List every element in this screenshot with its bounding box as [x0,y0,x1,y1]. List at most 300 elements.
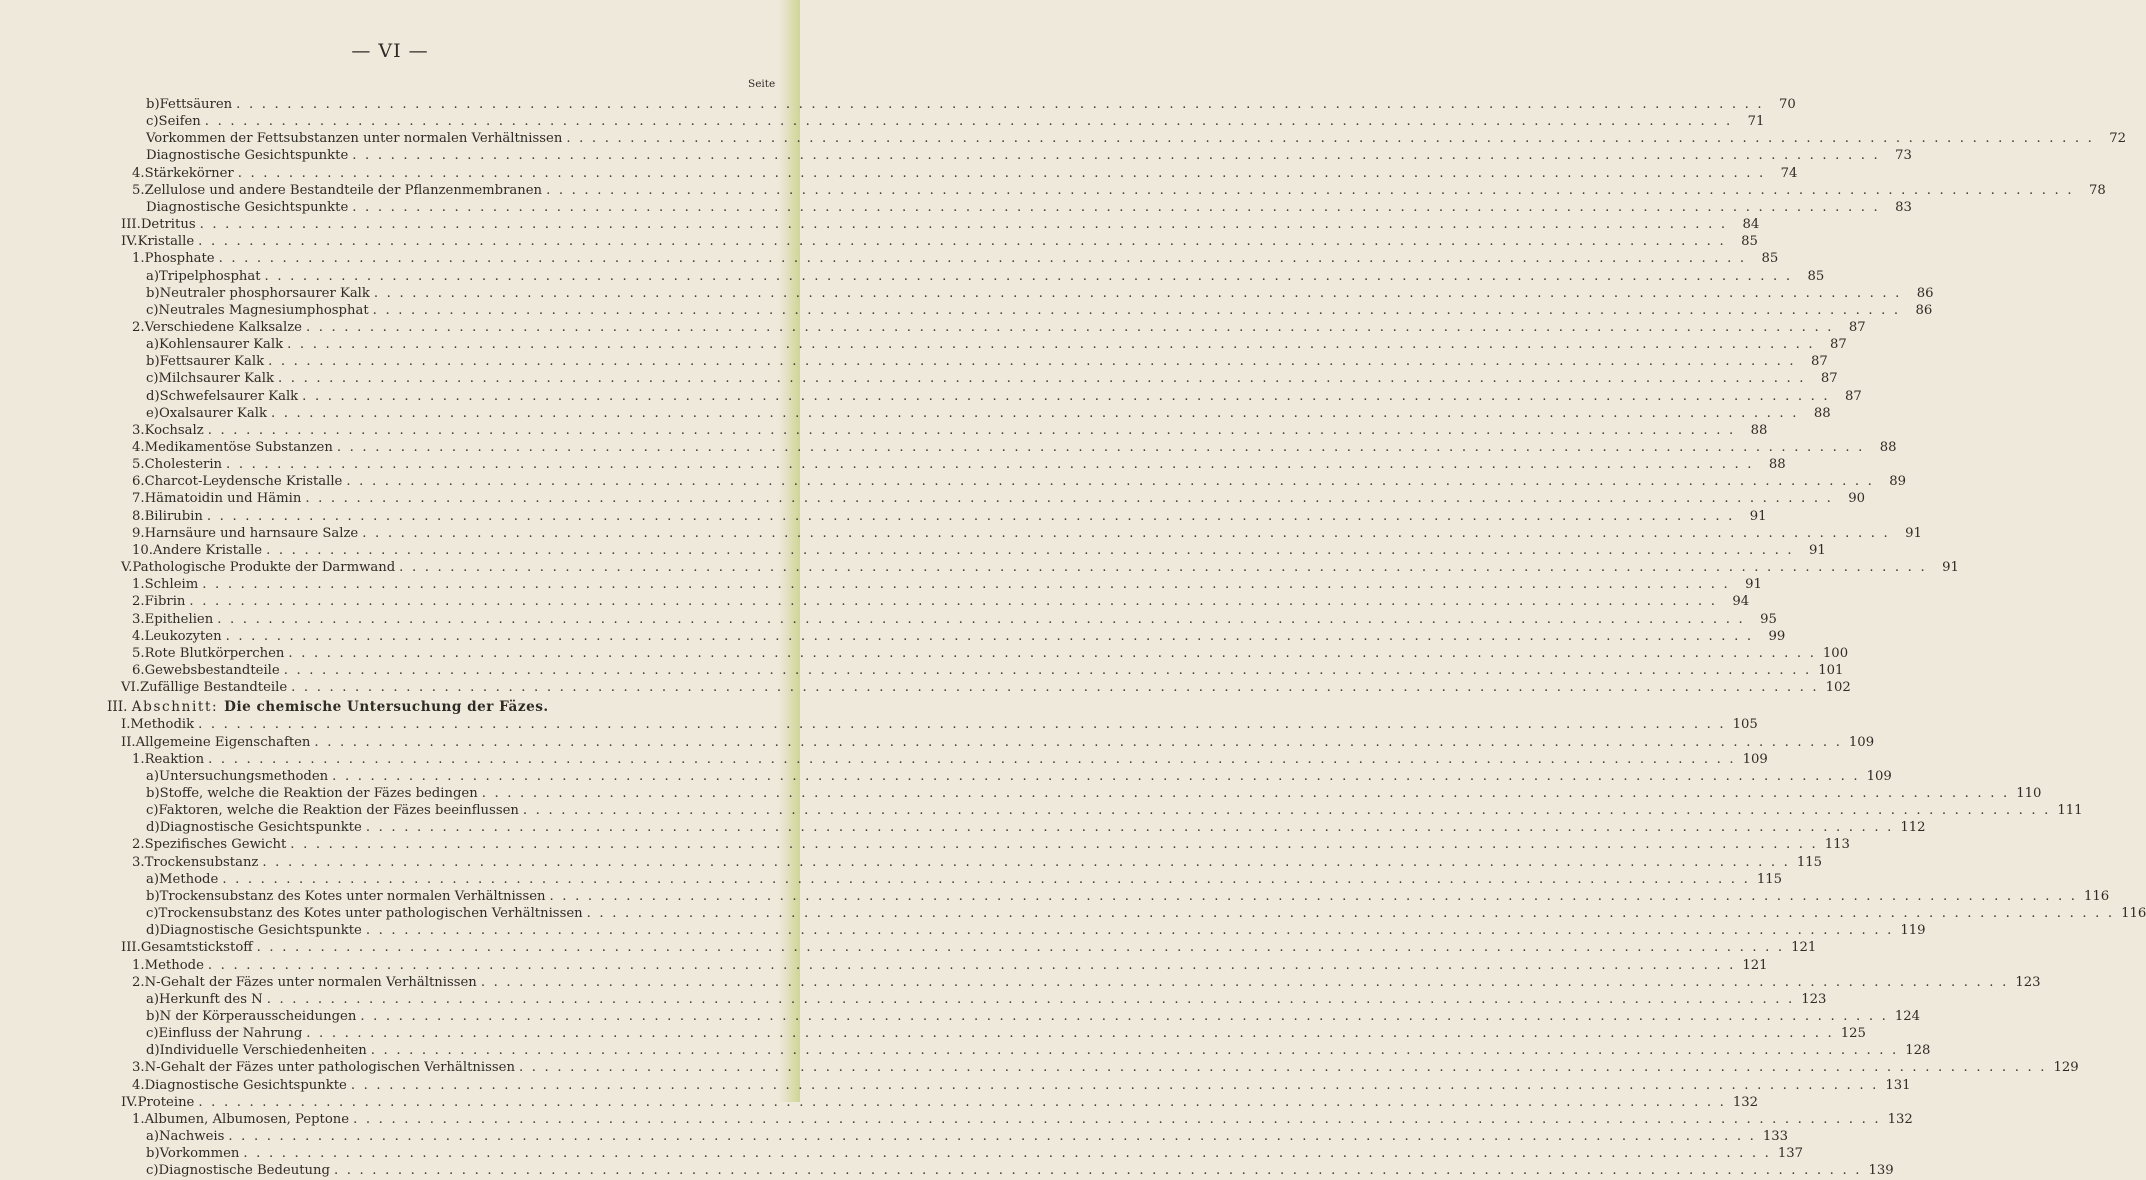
toc-entry-title: Diagnostische Gesichtspunkte [146,148,349,164]
toc-entry-title: Detritus [140,217,196,233]
toc-entry-number: d) [146,388,160,404]
toc-entry-page: 115 [1796,854,1823,870]
toc-entry-title: Proteine [137,1094,195,1110]
dot-leader: . . . . . . . . . . . . . . . . . . . . . . . . . . . . . . . . . . . . . . . . . . . . . . . . . . . . . . . . . . . . . . . . . . . . . . . . . . . . . . . . . . . . . . . . . . . . . . . . . . . . . . . . . . . . . . . . . . . . . . . . [237,165,1766,181]
toc-entry-page: 84 [1742,217,1760,233]
dot-leader: . . . . . . . . . . . . . . . . . . . . . . . . . . . . . . . . . . . . . . . . . . . . . . . . . . . . . . . . . . . . . . . . . . . . . . . . . . . . . . . . . . . . . . . . . . . . . . . . . . . . . . . . . . . . . . . . . . . . . . . . [266,542,1794,558]
toc-entry [132,645,1849,663]
toc-entry-title: Diagnostische Gesichtspunkte [159,923,362,939]
toc-entry-number: 5. [132,182,145,198]
dot-leader: . . . . . . . . . . . . . . . . . . . . . . . . . . . . . . . . . . . . . . . . . . . . . . . . . . . . . . . . . . . . . . . . . . . . . . . . . . . . . . . . . . . . . . . . . . . . . . . . . . . . . . . . . . . . . . . . . . . . . . . . [290,837,1818,853]
toc-entry-page: 89 [1889,474,1907,490]
dot-leader: . . . . . . . . . . . . . . . . . . . . . . . . . . . . . . . . . . . . . . . . . . . . . . . . . . . . . . . . . . . . . . . . . . . . . . . . . . . . . . . . . . . . . . . . . . . . . . . . . . . . . . . . . . . . . . . . . . . . . . . . [365,923,1894,939]
toc-entry-page: 113 [1824,837,1850,853]
toc-entry-number: 1. [132,957,145,973]
toc-entry-title: Verschiedene Kalksalze [144,319,302,335]
toc-entry-title: Phosphate [144,251,215,267]
toc-entry-number: 3. [132,1060,145,1076]
dot-leader: . . . . . . . . . . . . . . . . . . . . . . . . . . . . . . . . . . . . . . . . . . . . . . . . . . . . . . . . . . . . . . . . . . . . . . . . . . . . . . . . . . . . . . . . . . . . . . . . . . . . . . . . . . . . . . . . . . . . . . . . [202,577,1730,593]
toc-entry-title: Einfluss der Nahrung [158,1026,303,1042]
dot-leader: . . . . . . . . . . . . . . . . . . . . . . . . . . . . . . . . . . . . . . . . . . . . . . . . . . . . . . . . . . . . . . . . . . . . . . . . . . . . . . . . . . . . . . . . . . . . . . . . . . . . . . . . . . . . . . . . . . . . . . . . [268,354,1796,370]
toc-entry-page: 112 [1900,820,1926,836]
toc-entry [146,991,1827,1009]
toc-entry-page: 88 [1879,440,1897,455]
toc-entry [146,370,1838,388]
toc-entry-number: 3. [132,611,145,627]
toc-entry-title: Epithelien [144,611,214,627]
toc-entry [132,628,1786,646]
toc-entry-number: b) [146,1146,160,1162]
toc-entry-title: Neutraler phosphorsaurer Kalk [159,285,370,301]
toc-entry [146,130,2127,148]
dot-leader: . . . . . . . . . . . . . . . . . . . . . . . . . . . . . . . . . . . . . . . . . . . . . . . . . . . . . . . . . . . . . . . . . . . . . . . . . . . . . . . . . . . . . . . . . . . . . . . . . . . . . . . . . . . . . . . . . . . . . . . . [373,285,1902,301]
toc-entry-title: Harnsäure und harnsaure Salze [144,525,359,541]
toc-entry-number: IV. [121,1094,138,1110]
dot-leader: . . . . . . . . . . . . . . . . . . . . . . . . . . . . . . . . . . . . . . . . . . . . . . . . . . . . . . . . . . . . . . . . . . . . . . . . . . . . . . . . . . . . . . . . . . . . . . . . . . . . . . . . . . . . . . . . . . . . . . . . [566,131,2095,147]
toc-entry-page: 101 [1818,662,1844,678]
toc-entry [146,302,1933,320]
toc-entry-title: Herkunft des N [159,991,263,1007]
toc-entry-title: Faktoren, welche die Reaktion der Fäzes beeinflussen [158,803,519,819]
dot-leader: . . . . . . . . . . . . . . . . . . . . . . . . . . . . . . . . . . . . . . . . . . . . . . . . . . . . . . . . . . . . . . . . . . . . . . . . . . . . . . . . . . . . . . . . . . . . . . . . . . . . . . . . . . . . . . . . . . . . . . . . [302,388,1830,404]
toc-entry [146,336,1847,354]
toc-entry-page: 125 [1840,1026,1866,1042]
dot-leader: . . . . . . . . . . . . . . . . . . . . . . . . . . . . . . . . . . . . . . . . . . . . . . . . . . . . . . . . . . . . . . . . . . . . . . . . . . . . . . . . . . . . . . . . . . . . . . . . . . . . . . . . . . . . . . . . . . . . . . . . [283,662,1812,678]
dot-leader: . . . . . . . . . . . . . . . . . . . . . . . . . . . . . . . . . . . . . . . . . . . . . . . . . . . . . . . . . . . . . . . . . . . . . . . . . . . . . . . . . . . . . . . . . . . . . . . . . . . . . . . . . . . . . . . . . . . . . . . . [314,734,1843,750]
toc-entry-page: 91 [1942,560,1959,576]
toc-entry-page: 88 [1768,457,1786,473]
toc-entry [132,182,2106,200]
toc-entry-number: VI. [121,680,140,696]
toc-entry-page: 128 [1905,1043,1931,1059]
toc-entry [146,905,2146,923]
toc-entry-title: Zellulose und andere Bestandteile der Pflanzenmembranen [144,182,543,198]
toc-entry [146,199,1912,217]
toc-entry [132,611,1777,629]
toc-entry-title: N der Körperausscheidungen [159,1008,357,1024]
toc-entry-title: Methode [159,871,219,887]
toc-entry-page: 123 [1801,991,1827,1007]
toc-entry-number: b) [146,786,160,801]
toc-entry-number: III. [121,940,141,956]
toc-entry-title: Fettsaurer Kalk [159,354,265,370]
toc-entry-number: I. [121,717,131,733]
toc-entry [121,559,1959,577]
toc-entry-number: 6. [132,474,145,490]
toc-entry-number: a) [146,991,160,1007]
toc-entry-title: Vorkommen der Fettsubstanzen unter normalen Verhältnissen [146,131,563,147]
section-heading [107,698,549,716]
toc-entry-title: Andere Kristalle [152,542,263,558]
toc-entry-page: 109 [1742,751,1768,767]
toc-entry [132,525,1922,543]
toc-entry-number: 7. [132,491,145,507]
toc-entry-page: 94 [1732,594,1750,610]
dot-leader: . . . . . . . . . . . . . . . . . . . . . . . . . . . . . . . . . . . . . . . . . . . . . . . . . . . . . . . . . . . . . . . . . . . . . . . . . . . . . . . . . . . . . . . . . . . . . . . . . . . . . . . . . . . . . . . . . . . . . . . . [346,474,1875,490]
dot-leader: . . . . . . . . . . . . . . . . . . . . . . . . . . . . . . . . . . . . . . . . . . . . . . . . . . . . . . . . . . . . . . . . . . . . . . . . . . . . . . . . . . . . . . . . . . . . . . . . . . . . . . . . . . . . . . . . . . . . . . . . [243,1146,1772,1162]
toc-entry-number: 5. [132,457,145,473]
toc-entry-page: 121 [1742,957,1768,973]
dot-leader: . . . . . . . . . . . . . . . . . . . . . . . . . . . . . . . . . . . . . . . . . . . . . . . . . . . . . . . . . . . . . . . . . . . . . . . . . . . . . . . . . . . . . . . . . . . . . . . . . . . . . . . . . . . . . . . . . . . . . . . . [198,717,1726,733]
toc-entry-page: 74 [1780,165,1798,181]
toc-entry-page: 110 [2016,786,2042,801]
toc-entry-title: Methode [144,957,204,973]
toc-entry-number: a) [146,337,160,353]
dot-leader: . . . . . . . . . . . . . . . . . . . . . . . . . . . . . . . . . . . . . . . . . . . . . . . . . . . . . . . . . . . . . . . . . . . . . . . . . . . . . . . . . . . . . . . . . . . . . . . . . . . . . . . . . . . . . . . . . . . . . . . . [206,508,1735,524]
toc-entry [121,734,1875,752]
dot-leader: . . . . . . . . . . . . . . . . . . . . . . . . . . . . . . . . . . . . . . . . . . . . . . . . . . . . . . . . . . . . . . . . . . . . . . . . . . . . . . . . . . . . . . . . . . . . . . . . . . . . . . . . . . . . . . . . . . . . . . . . [256,940,1785,956]
toc-entry-page: 71 [1747,114,1765,130]
toc-entry-title: Trockensubstanz des Kotes unter pathologischen Verhältnissen [158,906,583,922]
section-heading-number: III. [107,699,132,716]
toc-entry [132,165,1798,183]
toc-entry-page: 87 [1845,388,1862,404]
toc-entry-title: Kochsalz [144,422,204,438]
toc-entry-page: 91 [1749,508,1767,524]
toc-entry-title: Kristalle [137,234,195,250]
toc-entry-page: 115 [1756,871,1782,887]
toc-entry-number: d) [146,820,160,836]
toc-entry [146,1042,1931,1060]
toc-entry-page: 91 [1745,577,1762,593]
toc-entry-number: c) [146,114,159,130]
toc-entry-number: II. [121,734,136,750]
toc-entry-page: 132 [1732,1094,1759,1110]
section-heading-label: Abschnitt: [131,699,225,716]
toc-entry-title: Individuelle Verschiedenheiten [159,1043,367,1059]
dot-leader: . . . . . . . . . . . . . . . . . . . . . . . . . . . . . . . . . . . . . . . . . . . . . . . . . . . . . . . . . . . . . . . . . . . . . . . . . . . . . . . . . . . . . . . . . . . . . . . . . . . . . . . . . . . . . . . . . . . . . . . . [228,1129,1757,1144]
dot-leader: . . . . . . . . . . . . . . . . . . . . . . . . . . . . . . . . . . . . . . . . . . . . . . . . . . . . . . . . . . . . . . . . . . . . . . . . . . . . . . . . . . . . . . . . . . . . . . . . . . . . . . . . . . . . . . . . . . . . . . . . [305,491,1833,507]
dot-leader: . . . . . . . . . . . . . . . . . . . . . . . . . . . . . . . . . . . . . . . . . . . . . . . . . . . . . . . . . . . . . . . . . . . . . . . . . . . . . . . . . . . . . . . . . . . . . . . . . . . . . . . . . . . . . . . . . . . . . . . . [264,268,1793,284]
toc-entry-title: Cholesterin [144,457,223,473]
toc-entry [146,785,2042,803]
toc-entry-page: 139 [1868,1163,1894,1179]
dot-leader: . . . . . . . . . . . . . . . . . . . . . . . . . . . . . . . . . . . . . . . . . . . . . . . . . . . . . . . . . . . . . . . . . . . . . . . . . . . . . . . . . . . . . . . . . . . . . . . . . . . . . . . . . . . . . . . . . . . . . . . . [333,1163,1862,1179]
toc-entry-title: Spezifisches Gewicht [144,837,287,853]
toc-entry-title: Milchsaurer Kalk [158,371,274,387]
toc-entry-page: 85 [1741,234,1758,250]
toc-entry [146,388,1862,406]
toc-entry-title: Diagnostische Gesichtspunkte [159,820,362,836]
dot-leader: . . . . . . . . . . . . . . . . . . . . . . . . . . . . . . . . . . . . . . . . . . . . . . . . . . . . . . . . . . . . . . . . . . . . . . . . . . . . . . . . . . . . . . . . . . . . . . . . . . . . . . . . . . . . . . . . . . . . . . . . [372,302,1901,318]
toc-entry-page: 119 [1900,923,1926,939]
toc-entry-number: 1. [132,577,145,593]
toc-entry-title: Allgemeine Eigenschaften [135,734,311,750]
toc-entry [132,576,1762,594]
dot-leader: . . . . . . . . . . . . . . . . . . . . . . . . . . . . . . . . . . . . . . . . . . . . . . . . . . . . . . . . . . . . . . . . . . . . . . . . . . . . . . . . . . . . . . . . . . . . . . . . . . . . . . . . . . . . . . . . . . . . . . . . [288,645,1817,661]
toc-entry-number: 1. [132,251,145,267]
toc-entry-title: Schleim [144,577,199,593]
toc-entry [132,250,1779,268]
toc-entry-page: 87 [1820,371,1838,387]
toc-entry [132,593,1750,611]
toc-entry-number: 4. [132,628,145,644]
toc-entry-page: 91 [1808,542,1826,558]
toc-entry-page: 102 [1825,680,1851,696]
toc-entry-number: c) [146,1026,159,1042]
dot-leader: . . . . . . . . . . . . . . . . . . . . . . . . . . . . . . . . . . . . . . . . . . . . . . . . . . . . . . . . . . . . . . . . . . . . . . . . . . . . . . . . . . . . . . . . . . . . . . . . . . . . . . . . . . . . . . . . . . . . . . . . [199,217,1728,233]
toc-entry [146,871,1782,889]
toc-entry [146,819,1926,837]
dot-leader: . . . . . . . . . . . . . . . . . . . . . . . . . . . . . . . . . . . . . . . . . . . . . . . . . . . . . . . . . . . . . . . . . . . . . . . . . . . . . . . . . . . . . . . . . . . . . . . . . . . . . . . . . . . . . . . . . . . . . . . . [189,594,1718,610]
toc-entry-title: Stoffe, welche die Reaktion der Fäzes bedingen [159,786,478,801]
toc-entry-number: a) [146,268,160,284]
toc-entry-title: Neutrales Magnesiumphosphat [158,302,369,318]
toc-entry-page: 121 [1791,940,1817,956]
toc-entry-number: 5. [132,645,145,661]
toc-entry [146,1025,1866,1043]
toc-entry-title: Medikamentöse Substanzen [144,440,333,455]
toc-entry-number: e) [146,405,159,421]
dot-leader: . . . . . . . . . . . . . . . . . . . . . . . . . . . . . . . . . . . . . . . . . . . . . . . . . . . . . . . . . . . . . . . . . . . . . . . . . . . . . . . . . . . . . . . . . . . . . . . . . . . . . . . . . . . . . . . . . . . . . . . . [217,611,1745,627]
dot-leader: . . . . . . . . . . . . . . . . . . . . . . . . . . . . . . . . . . . . . . . . . . . . . . . . . . . . . . . . . . . . . . . . . . . . . . . . . . . . . . . . . . . . . . . . . . . . . . . . . . . . . . . . . . . . . . . . . . . . . . . . [208,751,1736,767]
dot-leader: . . . . . . . . . . . . . . . . . . . . . . . . . . . . . . . . . . . . . . . . . . . . . . . . . . . . . . . . . . . . . . . . . . . . . . . . . . . . . . . . . . . . . . . . . . . . . . . . . . . . . . . . . . . . . . . . . . . . . . . . [350,1077,1879,1093]
toc-entry-title: Rote Blutkörperchen [144,645,285,661]
toc-entry-number: b) [146,354,160,370]
toc-entry-title: Albumen, Albumosen, Peptone [144,1111,350,1127]
dot-leader: . . . . . . . . . . . . . . . . . . . . . . . . . . . . . . . . . . . . . . . . . . . . . . . . . . . . . . . . . . . . . . . . . . . . . . . . . . . . . . . . . . . . . . . . . . . . . . . . . . . . . . . . . . . . . . . . . . . . . . . . [236,97,1764,112]
toc-entry-page: 88 [1750,422,1768,438]
dot-leader: . . . . . . . . . . . . . . . . . . . . . . . . . . . . . . . . . . . . . . . . . . . . . . . . . . . . . . . . . . . . . . . . . . . . . . . . . . . . . . . . . . . . . . . . . . . . . . . . . . . . . . . . . . . . . . . . . . . . . . . . [207,957,1736,973]
toc-entry [132,542,1826,560]
toc-entry-number: 10. [132,542,153,558]
toc-entry-number: 4. [132,1077,145,1093]
dot-leader: . . . . . . . . . . . . . . . . . . . . . . . . . . . . . . . . . . . . . . . . . . . . . . . . . . . . . . . . . . . . . . . . . . . . . . . . . . . . . . . . . . . . . . . . . . . . . . . . . . . . . . . . . . . . . . . . . . . . . . . . [198,234,1726,250]
toc-entry [146,96,1796,114]
toc-entry [132,974,2041,992]
toc-entry-page: 131 [1885,1077,1911,1093]
toc-entry-number: a) [146,871,160,887]
dot-leader: . . . . . . . . . . . . . . . . . . . . . . . . . . . . . . . . . . . . . . . . . . . . . . . . . . . . . . . . . . . . . . . . . . . . . . . . . . . . . . . . . . . . . . . . . . . . . . . . . . . . . . . . . . . . . . . . . . . . . . . . [226,457,1754,473]
toc-entry [132,836,1850,854]
toc-entry-page: 133 [1762,1129,1789,1144]
toc-entry-title: Zufällige Bestandteile [139,680,288,696]
toc-entry-number: a) [146,768,160,784]
toc-entry-title: N-Gehalt der Fäzes unter normalen Verhältnissen [144,974,477,990]
toc-entry-page: 123 [2015,974,2041,990]
toc-entry-title: N-Gehalt der Fäzes unter pathologischen Verhältnissen [144,1060,515,1076]
toc-entry-number: b) [146,888,160,904]
dot-leader: . . . . . . . . . . . . . . . . . . . . . . . . . . . . . . . . . . . . . . . . . . . . . . . . . . . . . . . . . . . . . . . . . . . . . . . . . . . . . . . . . . . . . . . . . . . . . . . . . . . . . . . . . . . . . . . . . . . . . . . . [546,182,2074,198]
toc-entry-number: 8. [132,508,145,524]
toc-entry-title: Stärkekörner [144,165,234,181]
toc-entry-title: Trockensubstanz des Kotes unter normalen Verhältnissen [159,888,546,904]
dot-leader: . . . . . . . . . . . . . . . . . . . . . . . . . . . . . . . . . . . . . . . . . . . . . . . . . . . . . . . . . . . . . . . . . . . . . . . . . . . . . . . . . . . . . . . . . . . . . . . . . . . . . . . . . . . . . . . . . . . . . . . . [352,148,1880,164]
toc-entry-number: 9. [132,525,145,541]
toc-entry-page: 116 [2121,906,2146,922]
toc-entry [146,802,2083,820]
toc-entry-title: Untersuchungsmethoden [159,768,329,784]
toc-entry-title: Fibrin [144,594,186,610]
toc-entry [146,285,1934,303]
toc-entry [121,1094,1759,1112]
toc-entry [146,768,1892,786]
toc-entry-number: d) [146,923,160,939]
dot-leader: . . . . . . . . . . . . . . . . . . . . . . . . . . . . . . . . . . . . . . . . . . . . . . . . . . . . . . . . . . . . . . . . . . . . . . . . . . . . . . . . . . . . . . . . . . . . . . . . . . . . . . . . . . . . . . . . . . . . . . . . [225,628,1754,644]
toc-entry-number: b) [146,97,160,112]
dot-leader: . . . . . . . . . . . . . . . . . . . . . . . . . . . . . . . . . . . . . . . . . . . . . . . . . . . . . . . . . . . . . . . . . . . . . . . . . . . . . . . . . . . . . . . . . . . . . . . . . . . . . . . . . . . . . . . . . . . . . . . . [198,1094,1727,1110]
dot-leader: . . . . . . . . . . . . . . . . . . . . . . . . . . . . . . . . . . . . . . . . . . . . . . . . . . . . . . . . . . . . . . . . . . . . . . . . . . . . . . . . . . . . . . . . . . . . . . . . . . . . . . . . . . . . . . . . . . . . . . . . [399,560,1927,576]
toc-entry [121,216,1760,234]
dot-leader: . . . . . . . . . . . . . . . . . . . . . . . . . . . . . . . . . . . . . . . . . . . . . . . . . . . . . . . . . . . . . . . . . . . . . . . . . . . . . . . . . . . . . . . . . . . . . . . . . . . . . . . . . . . . . . . . . . . . . . . . [270,405,1799,421]
dot-leader: . . . . . . . . . . . . . . . . . . . . . . . . . . . . . . . . . . . . . . . . . . . . . . . . . . . . . . . . . . . . . . . . . . . . . . . . . . . . . . . . . . . . . . . . . . . . . . . . . . . . . . . . . . . . . . . . . . . . . . . . [222,871,1750,887]
toc-entry-page: 70 [1779,97,1796,112]
toc-entry-page: 124 [1894,1008,1920,1024]
toc-entry-page: 83 [1895,199,1912,215]
toc-entry-number: IV. [121,234,138,250]
toc-entry [132,662,1844,680]
toc-entry-number: 4. [132,440,145,455]
toc-entry [132,1059,2079,1077]
toc-entry-title: Diagnostische Bedeutung [158,1163,330,1179]
toc-entry-number: 6. [132,662,145,678]
toc-entry [146,147,1912,165]
section-heading-title: Die chemische Untersuchung der Fäzes. [224,699,549,716]
toc-entry [132,439,1897,457]
toc-entry-page: 100 [1822,645,1849,661]
dot-leader: . . . . . . . . . . . . . . . . . . . . . . . . . . . . . . . . . . . . . . . . . . . . . . . . . . . . . . . . . . . . . . . . . . . . . . . . . . . . . . . . . . . . . . . . . . . . . . . . . . . . . . . . . . . . . . . . . . . . . . . . [204,114,1733,130]
toc-entry-title: Leukozyten [144,628,222,644]
dot-leader: . . . . . . . . . . . . . . . . . . . . . . . . . . . . . . . . . . . . . . . . . . . . . . . . . . . . . . . . . . . . . . . . . . . . . . . . . . . . . . . . . . . . . . . . . . . . . . . . . . . . . . . . . . . . . . . . . . . . . . . . [370,1043,1899,1059]
toc-entry-title: Kohlensaurer Kalk [159,337,284,353]
toc-entry-title: Trockensubstanz [144,854,259,870]
toc-entry [132,490,1865,508]
toc-entry-title: Methodik [130,717,195,733]
toc-entry-page: 85 [1807,268,1825,284]
toc-entry-title: Diagnostische Gesichtspunkte [144,1077,347,1093]
dot-leader: . . . . . . . . . . . . . . . . . . . . . . . . . . . . . . . . . . . . . . . . . . . . . . . . . . . . . . . . . . . . . . . . . . . . . . . . . . . . . . . . . . . . . . . . . . . . . . . . . . . . . . . . . . . . . . . . . . . . . . . . [278,371,1806,387]
dot-leader: . . . . . . . . . . . . . . . . . . . . . . . . . . . . . . . . . . . . . . . . . . . . . . . . . . . . . . . . . . . . . . . . . . . . . . . . . . . . . . . . . . . . . . . . . . . . . . . . . . . . . . . . . . . . . . . . . . . . . . . . [306,1026,1834,1042]
toc-entry-number: c) [146,302,159,318]
toc-entry-page: 87 [1830,337,1847,353]
toc-entry-title: Pathologische Produkte der Darmwand [132,560,396,576]
page-header: — VI — [351,40,429,62]
toc-entry-page: 88 [1813,405,1831,421]
dot-leader: . . . . . . . . . . . . . . . . . . . . . . . . . . . . . . . . . . . . . . . . . . . . . . . . . . . . . . . . . . . . . . . . . . . . . . . . . . . . . . . . . . . . . . . . . . . . . . . . . . . . . . . . . . . . . . . . . . . . . . . . [480,974,2009,990]
toc-entry-title: Schwefelsaurer Kalk [159,388,299,404]
toc-entry-page: 132 [1887,1111,1913,1127]
dot-leader: . . . . . . . . . . . . . . . . . . . . . . . . . . . . . . . . . . . . . . . . . . . . . . . . . . . . . . . . . . . . . . . . . . . . . . . . . . . . . . . . . . . . . . . . . . . . . . . . . . . . . . . . . . . . . . . . . . . . . . . . [522,803,2051,819]
toc-entry-page: 86 [1915,302,1933,318]
page-column-label: Seite [748,78,776,90]
toc-entry-title: Gesamtstickstoff [140,940,253,956]
toc-entry [121,716,1758,734]
toc-entry-title: Gewebsbestandteile [144,662,280,678]
dot-leader: . . . . . . . . . . . . . . . . . . . . . . . . . . . . . . . . . . . . . . . . . . . . . . . . . . . . . . . . . . . . . . . . . . . . . . . . . . . . . . . . . . . . . . . . . . . . . . . . . . . . . . . . . . . . . . . . . . . . . . . . [518,1060,2047,1076]
toc-entry-number: 3. [132,422,145,438]
toc-entry-number: b) [146,285,160,301]
toc-entry-page: 109 [1866,768,1892,784]
toc-entry [132,1077,1911,1095]
toc-entry-number: 2. [132,974,145,990]
dot-leader: . . . . . . . . . . . . . . . . . . . . . . . . . . . . . . . . . . . . . . . . . . . . . . . . . . . . . . . . . . . . . . . . . . . . . . . . . . . . . . . . . . . . . . . . . . . . . . . . . . . . . . . . . . . . . . . . . . . . . . . . [365,820,1894,836]
toc-entry [121,939,1817,957]
toc-entry-page: 111 [2057,803,2083,819]
toc-entry [132,456,1786,474]
toc-entry-page: 91 [1905,525,1922,541]
toc-entry [146,113,1765,131]
toc-entry-title: Bilirubin [144,508,203,524]
toc-entry-number: c) [146,803,159,819]
toc-entry-number: 1. [132,1111,145,1127]
toc-entry-page: 86 [1916,285,1934,301]
toc-entry-number: c) [146,1163,159,1179]
dot-leader: . . . . . . . . . . . . . . . . . . . . . . . . . . . . . . . . . . . . . . . . . . . . . . . . . . . . . . . . . . . . . . . . . . . . . . . . . . . . . . . . . . . . . . . . . . . . . . . . . . . . . . . . . . . . . . . . . . . . . . . . [336,440,1865,455]
toc-entry-title: Diagnostische Gesichtspunkte [146,199,349,215]
dot-leader: . . . . . . . . . . . . . . . . . . . . . . . . . . . . . . . . . . . . . . . . . . . . . . . . . . . . . . . . . . . . . . . . . . . . . . . . . . . . . . . . . . . . . . . . . . . . . . . . . . . . . . . . . . . . . . . . . . . . . . . . [481,786,2010,801]
toc-entry [132,957,1768,975]
toc-entry-number: 2. [132,319,145,335]
dot-leader: . . . . . . . . . . . . . . . . . . . . . . . . . . . . . . . . . . . . . . . . . . . . . . . . . . . . . . . . . . . . . . . . . . . . . . . . . . . . . . . . . . . . . . . . . . . . . . . . . . . . . . . . . . . . . . . . . . . . . . . . [287,337,1815,353]
toc-entry-page: 137 [1777,1146,1804,1162]
toc-entry [146,1008,1920,1026]
dot-leader: . . . . . . . . . . . . . . . . . . . . . . . . . . . . . . . . . . . . . . . . . . . . . . . . . . . . . . . . . . . . . . . . . . . . . . . . . . . . . . . . . . . . . . . . . . . . . . . . . . . . . . . . . . . . . . . . . . . . . . . . [207,422,1736,438]
toc-entry-title: Nachweis [159,1129,225,1144]
toc-entry-number: c) [146,371,159,387]
toc-entry [121,679,1851,697]
toc-entry [132,751,1768,769]
toc-entry-page: 87 [1848,319,1866,335]
toc-entry-title: Vorkommen [159,1146,240,1162]
toc-entry-page: 72 [2109,131,2127,147]
toc-entry [146,1162,1894,1180]
dot-leader: . . . . . . . . . . . . . . . . . . . . . . . . . . . . . . . . . . . . . . . . . . . . . . . . . . . . . . . . . . . . . . . . . . . . . . . . . . . . . . . . . . . . . . . . . . . . . . . . . . . . . . . . . . . . . . . . . . . . . . . . [360,1008,1888,1024]
toc-entry [132,1111,1913,1129]
dot-leader: . . . . . . . . . . . . . . . . . . . . . . . . . . . . . . . . . . . . . . . . . . . . . . . . . . . . . . . . . . . . . . . . . . . . . . . . . . . . . . . . . . . . . . . . . . . . . . . . . . . . . . . . . . . . . . . . . . . . . . . . [266,991,1795,1007]
dot-leader: . . . . . . . . . . . . . . . . . . . . . . . . . . . . . . . . . . . . . . . . . . . . . . . . . . . . . . . . . . . . . . . . . . . . . . . . . . . . . . . . . . . . . . . . . . . . . . . . . . . . . . . . . . . . . . . . . . . . . . . . [262,854,1791,870]
toc-entry-number: 4. [132,165,145,181]
toc-entry [132,422,1768,440]
dot-leader: . . . . . . . . . . . . . . . . . . . . . . . . . . . . . . . . . . . . . . . . . . . . . . . . . . . . . . . . . . . . . . . . . . . . . . . . . . . . . . . . . . . . . . . . . . . . . . . . . . . . . . . . . . . . . . . . . . . . . . . . [305,319,1834,335]
toc-entry-page: 109 [1848,734,1875,750]
toc-entry [146,1145,1804,1163]
toc-entry-number: III. [121,217,141,233]
toc-entry-page: 129 [2053,1060,2079,1076]
toc-entry-page: 73 [1895,148,1912,164]
toc-entry-page: 85 [1761,251,1779,267]
toc-entry [132,508,1767,526]
toc-entry [121,233,1758,251]
toc-entry-number: 1. [132,751,145,767]
toc-entry [132,854,1823,872]
dot-leader: . . . . . . . . . . . . . . . . . . . . . . . . . . . . . . . . . . . . . . . . . . . . . . . . . . . . . . . . . . . . . . . . . . . . . . . . . . . . . . . . . . . . . . . . . . . . . . . . . . . . . . . . . . . . . . . . . . . . . . . . [549,888,2078,904]
toc-entry-page: 95 [1760,611,1777,627]
toc-entry-number: 3. [132,854,145,870]
dot-leader: . . . . . . . . . . . . . . . . . . . . . . . . . . . . . . . . . . . . . . . . . . . . . . . . . . . . . . . . . . . . . . . . . . . . . . . . . . . . . . . . . . . . . . . . . . . . . . . . . . . . . . . . . . . . . . . . . . . . . . . . [352,199,1880,215]
toc-entry-number: b) [146,1008,160,1024]
dot-leader: . . . . . . . . . . . . . . . . . . . . . . . . . . . . . . . . . . . . . . . . . . . . . . . . . . . . . . . . . . . . . . . . . . . . . . . . . . . . . . . . . . . . . . . . . . . . . . . . . . . . . . . . . . . . . . . . . . . . . . . . [218,251,1747,267]
toc-entry [146,1128,1789,1146]
toc-entry [146,888,2110,906]
toc-entry-page: 87 [1810,354,1828,370]
toc-entry-number: 2. [132,837,145,853]
dot-leader: . . . . . . . . . . . . . . . . . . . . . . . . . . . . . . . . . . . . . . . . . . . . . . . . . . . . . . . . . . . . . . . . . . . . . . . . . . . . . . . . . . . . . . . . . . . . . . . . . . . . . . . . . . . . . . . . . . . . . . . . [362,525,1890,541]
toc-entry-number: a) [146,1129,160,1144]
toc-entry [146,353,1828,371]
toc-entry-title: Reaktion [144,751,205,767]
toc-entry-page: 105 [1732,717,1758,733]
toc-entry [132,473,1907,491]
toc-entry-number: c) [146,906,159,922]
toc-entry-title: Charcot-Leydensche Kristalle [144,474,343,490]
toc-entry-page: 78 [2088,182,2106,198]
toc-entry [146,922,1926,940]
toc-entry [132,319,1866,337]
dot-leader: . . . . . . . . . . . . . . . . . . . . . . . . . . . . . . . . . . . . . . . . . . . . . . . . . . . . . . . . . . . . . . . . . . . . . . . . . . . . . . . . . . . . . . . . . . . . . . . . . . . . . . . . . . . . . . . . . . . . . . . . [353,1111,1881,1127]
toc-entry-number: d) [146,1043,160,1059]
toc-entry-page: 90 [1848,491,1865,507]
toc-entry [146,268,1825,286]
